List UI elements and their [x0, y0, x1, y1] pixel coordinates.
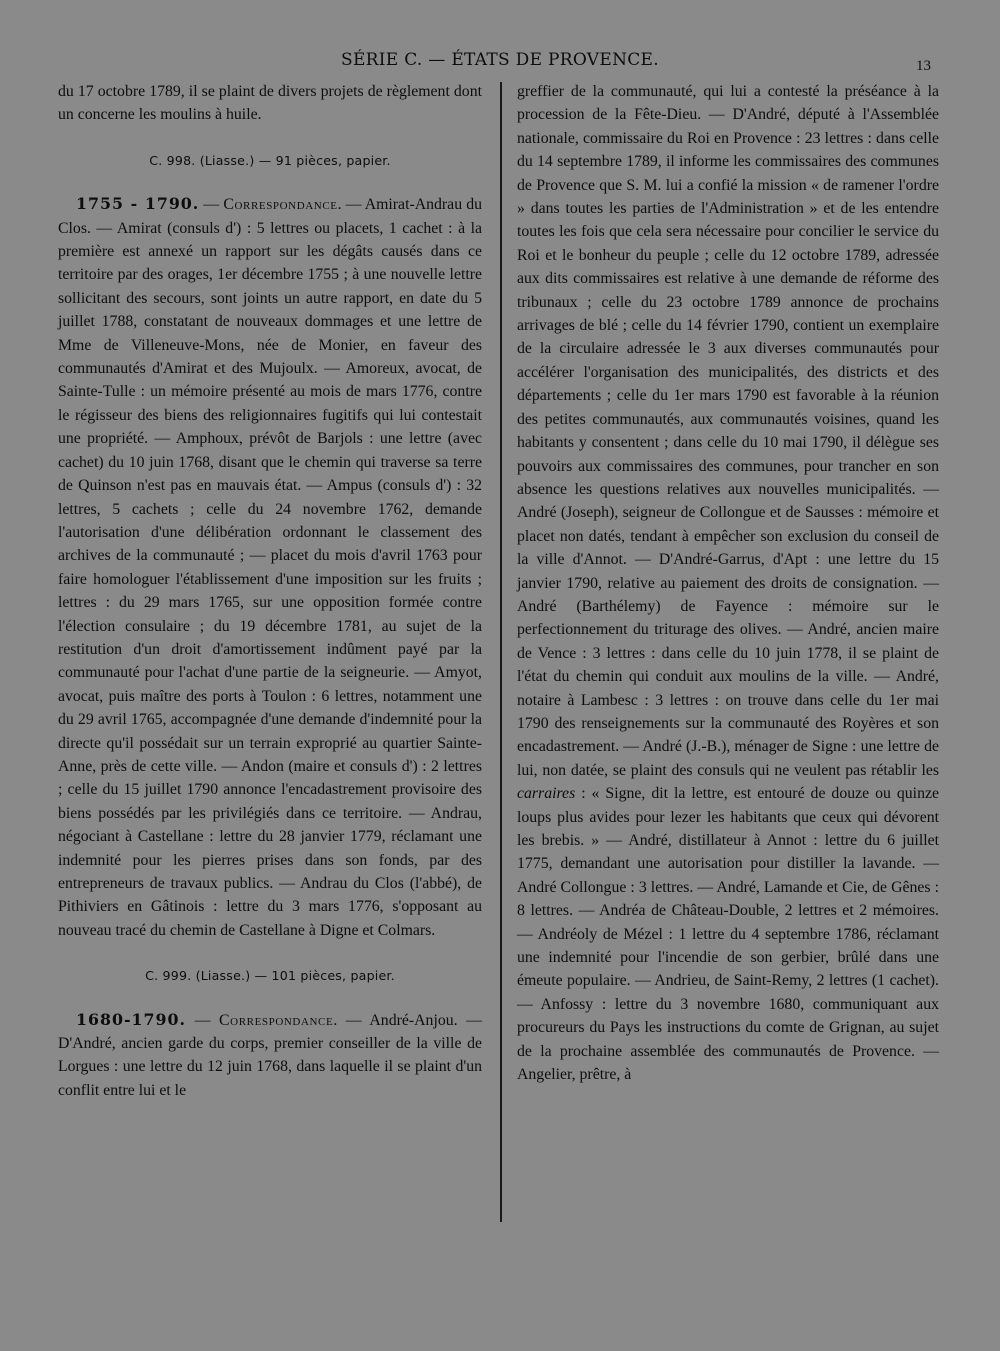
continued-paragraph: du 17 octobre 1789, il se plaint de divers projets de règlement dont un concerne les moulins à huile.: [58, 83, 482, 124]
entry-999-dates: 1680-1790.: [76, 1009, 186, 1029]
running-head: [0, 50, 1000, 78]
right-column: [517, 80, 939, 1086]
page-number: 13: [916, 58, 931, 74]
entry-998: [58, 192, 482, 942]
entry-999-text: . — André-Anjou. — D'André, ancien garde du corps, premier conseiller de la ville de Lorgues : une lettre du 12 juin 1768, dans laquelle il se plaint d'un conflit entre lui et le: [58, 1011, 482, 1099]
entry-998-dates: 1755 - 1790.: [76, 194, 200, 214]
cote-999: C. 999. (Liasse.) — 101 pièces, papier.: [145, 968, 395, 984]
entry-998-separator: —: [199, 196, 224, 214]
right-column-part2: : « Signe, dit la lettre, est entouré de douze ou quinze loups plus avides pour lezer les habitants que ceux qui dévorent les brebis. » — André, distillateur à Annot : lettre du 6 juillet 1775, demandant une autorisation pour distiller la lavande. — André Collongue : 3 lettres. — André, Lamande et Cie, de Gênes : 8 lettres. — Andréa de Château-Double, 2 lettres et 2 mémoires. — Andréoly de Mézel : 1 lettre du 4 septembre 1786, réclamant une indemnité pour l'incendie de son gerbier, brûlé dans une émeute populaire. — Andrieu, de Saint-Remy, 2 lettres (1 cachet). — Anfossy : lettre du 3 novembre 1680, communiquant aux procureurs du Pays les instructions du comte de Grignan, au sujet de la prochaine assemblée des communautés de Provence. — Angelier, prêtre, à: [517, 785, 939, 1084]
cote-998: C. 998. (Liasse.) — 91 pièces, papier.: [149, 152, 391, 168]
entry-998-text: . — Amirat-Andrau du Clos. — Amirat (consuls d') : 5 lettres ou placets, 1 cachet : à la première est annexé un rapport sur les dégâts causés dans ce territoire par des orages, 1er décembre 1755 ; à une nouvelle lettre sollicitant des secours, sont joints un autre rapport, en date du 5 juillet 1788, constatant de nouveaux dommages et une lettre de Mme de Villeneuve-Mons, née de Monier, en faveur des communautés d'Amirat et des Mujoulx. — Amoreux, avocat, de Sainte-Tulle : un mémoire présenté au mois de mars 1776, contre le régisseur des biens des religionnaires fugitifs qui lui contestait une propriété. — Amphoux, prévôt de Barjols : une lettre (avec cachet) du 10 juin 1768, disant que le chemin qui traverse sa terre de Quinson n'est pas en mauvais état. — Ampus (consuls d') : 32 lettres, 5 cachets ; celle du 24 novembre 1762, demande l'autorisation d'une délibération ordonnant le classement des archives de la communauté ; — placet du mois d'avril 1763 pour faire homologuer l'établissement d'une imposition sur les fruits ; lettres : du 29 mars 1765, sur une opposition formée contre l'élection consulaire ; du 19 décembre 1781, au sujet de la restitution d'un droit d'amortissement indûment payé par la communauté pour l'achat d'une partie de la seigneurie. — Amyot, avocat, puis maître des ports à Toulon : 6 lettres, notamment une du 29 avril 1765, accompagnée d'une demande d'indemnité pour la directe qu'il possédait sur un terrain exproprié au quartier Sainte-Anne, près de cette ville. — Andon (maire et consuls d') : 2 lettres ; celle du 15 juillet 1790 annonce l'encadastrement provisoire des biens possédés par les privilégiés dans ce territoire. — Andrau, négociant à Castellane : lettre du 28 janvier 1779, réclamant une indemnité pour les pierres prises dans son fonds, par des entrepreneurs de travaux publics. — Andrau du Clos (l'abbé), de Pithiviers en Gâtinois : lettre du 3 mars 1776, s'opposant au nouveau tracé du chemin de Castellane à Digne et Colmars.: [58, 196, 482, 939]
left-column: [58, 80, 482, 1102]
entry-998-heading: Correspondance: [223, 196, 338, 214]
column-divider: [500, 82, 502, 1222]
entry-999-separator: —: [186, 1011, 220, 1029]
entry-999: [58, 1008, 482, 1103]
right-column-text: [517, 80, 939, 1086]
running-title: SÉRIE C. — ÉTATS DE PROVENCE.: [341, 50, 659, 70]
right-column-part1: greffier de la communauté, qui lui a contesté la préséance à la procession de la Fête-Dieu. — D'André, député à l'Assemblée nationale, commissaire du Roi en Provence : 23 lettres : dans celle du 14 septembre 1789, il informe les commissaires des communes de Provence que S. M. lui a confié la mission « de ramener l'ordre » dans toutes les parties de l'Administration » et de les entendre toutes les fois que cela sera nécessaire pour concilier le service du Roi et le bonheur du peuple ; celle du 12 octobre 1789, adressée aux dits commissaires est relative à une demande de réforme des tribunaux ; celle du 23 octobre 1789 annonce de prochains arrivages de blé ; celle du 14 février 1790, contient un exemplaire de la circulaire adressée le 3 aux diverses communautés pour accélérer l'organisation des municipalités, des districts et des départements ; celle du 1er mars 1790 est favorable à la réunion des petites communautés, aux communautés voisines, quand les habitants y consentent ; dans celle du 10 mai 1790, il délègue ses pouvoirs aux commissaires des communes, pour trancher en son absence les questions relatives aux nouvelles municipalités. — André (Joseph), seigneur de Collongue et de Sausses : mémoire et placet non datés, tendant à empêcher son exclusion du conseil de la ville d'Annot. — D'André-Garrus, d'Apt : une lettre du 15 janvier 1790, relative au paiement des droits de consignation. — André (Barthélemy) de Fayence : mémoire sur le perfectionnement du triturage des olives. — André, ancien maire de Vence : 3 lettres : dans celle du 10 juin 1778, il se plaint de l'état du chemin qui conduit aux moulins de la ville. — André, notaire à Lambesc : 3 lettres : on trouve dans celle du 1er mai 1790 des renseignements sur la communauté des Royères et son encadastrement. — André (J.-B.), ménager de Signe : une lettre de lui, non datée, se plaint des consuls qui ne veulent pas rétablir les: [517, 83, 939, 779]
italic-term: carraires: [517, 785, 576, 803]
entry-999-heading: Correspondance: [219, 1011, 334, 1029]
